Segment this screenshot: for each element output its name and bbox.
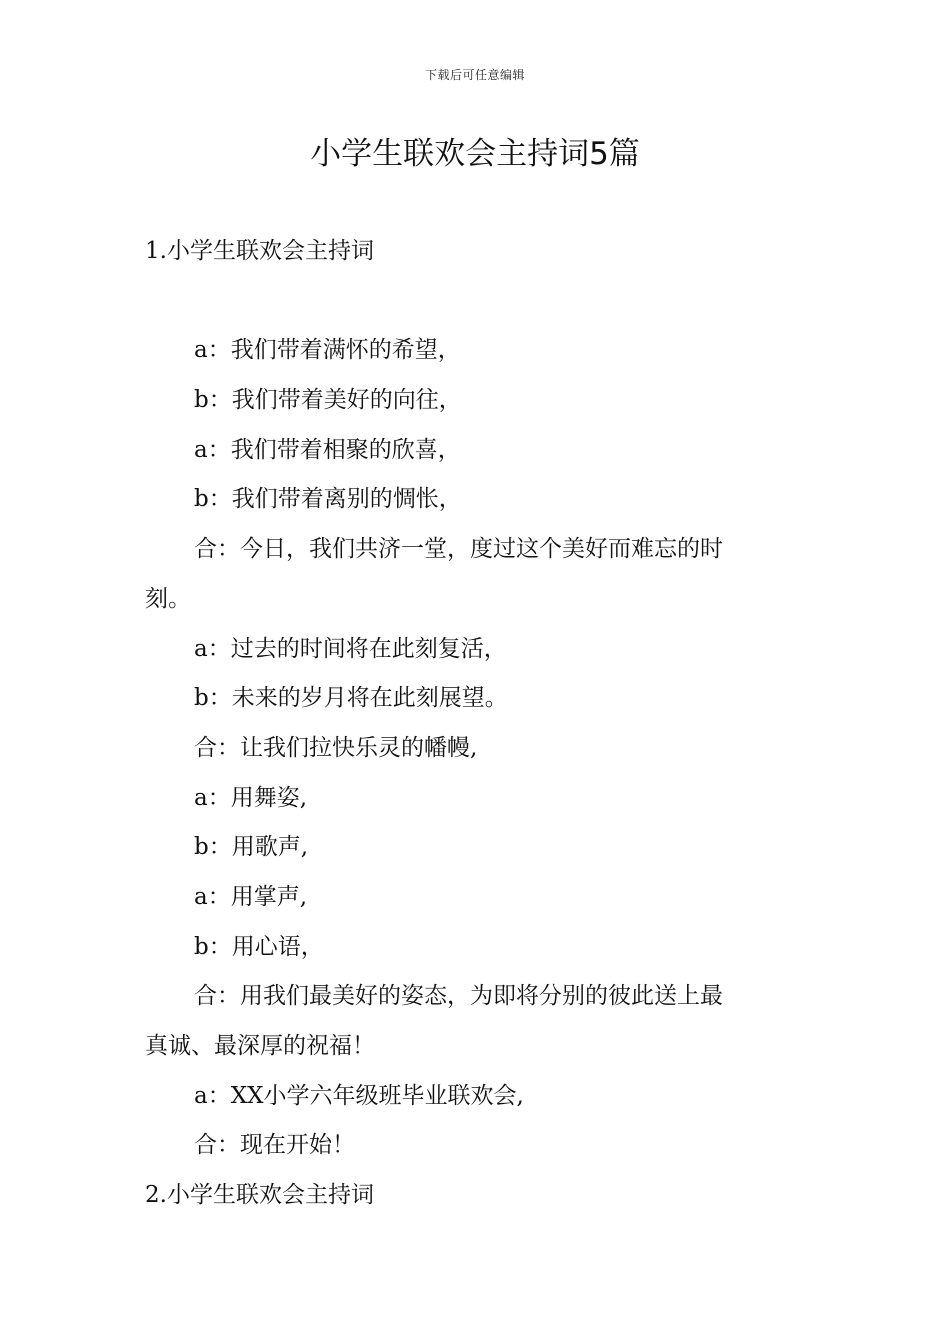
document-body xyxy=(145,227,810,1221)
section-heading: 2.小学生联欢会主持词 xyxy=(145,1182,374,1209)
blank-line xyxy=(145,277,810,327)
script-line: 合：让我们拉快乐灵的幡幔, xyxy=(194,734,478,761)
script-line: a：XX小学六年级班毕业联欢会, xyxy=(194,1082,524,1109)
script-line: a：我们带着满怀的希望， xyxy=(194,337,461,364)
script-line-continuation: 真诚、最深厚的祝福！ xyxy=(145,1033,375,1059)
document-title: 小学生联欢会主持词5篇 xyxy=(310,136,640,172)
script-line: 合：用我们最美好的姿态，为即将分别的彼此送上最 xyxy=(194,983,723,1010)
script-line: a：过去的时间将在此刻复活， xyxy=(194,635,507,662)
script-line: 合：今日，我们共济一堂，度过这个美好而难忘的时 xyxy=(194,536,723,563)
section-heading: 1.小学生联欢会主持词 xyxy=(145,238,374,264)
script-line: b：用心语， xyxy=(194,933,324,960)
header-note: 下载后可任意编辑 xyxy=(424,68,525,82)
script-line: a：我们带着相聚的欣喜， xyxy=(194,436,461,463)
script-line: b：未来的岁月将在此刻展望。 xyxy=(194,685,508,712)
script-line: 合：现在开始！ xyxy=(194,1132,355,1159)
script-line: b：用歌声, xyxy=(194,834,309,861)
script-line: a：用舞姿, xyxy=(194,784,308,811)
script-line: b：我们带着离别的惆怅， xyxy=(194,486,462,513)
script-line: b：我们带着美好的向往， xyxy=(194,387,462,414)
script-line: a：用掌声, xyxy=(194,883,308,910)
script-line-continuation: 刻。 xyxy=(145,585,191,612)
